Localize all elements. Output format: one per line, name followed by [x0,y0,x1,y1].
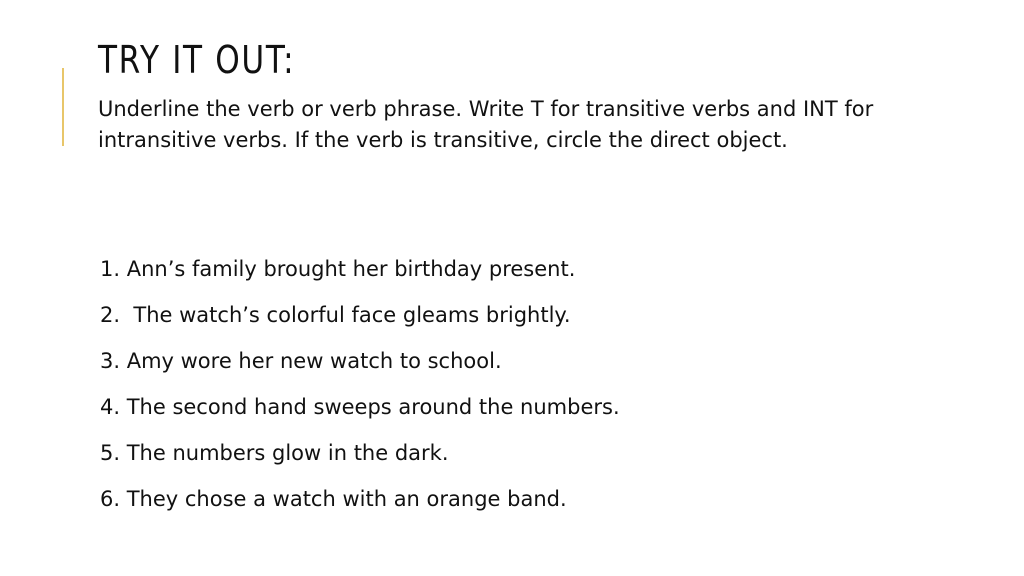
sentence-item-4: 4. The second hand sweeps around the numbers. [100,395,620,419]
sentence-item-2: 2. The watch’s colorful face gleams brightly. [100,303,571,327]
sentence-item-5: 5. The numbers glow in the dark. [100,441,449,465]
sentence-list [100,246,620,522]
slide-title: TRY IT OUT: [98,38,296,82]
sentence-item-3: 3. Amy wore her new watch to school. [100,349,502,373]
sentence-item-6: 6. They chose a watch with an orange band. [100,487,567,511]
sentence-item-1: 1. Ann’s family brought her birthday present. [100,257,576,281]
instructions-text: Underline the verb or verb phrase. Write T for transitive verbs and INT for intransitive verbs. If the verb is transitive, circle the direct object. [98,97,874,152]
accent-bar [62,68,64,146]
